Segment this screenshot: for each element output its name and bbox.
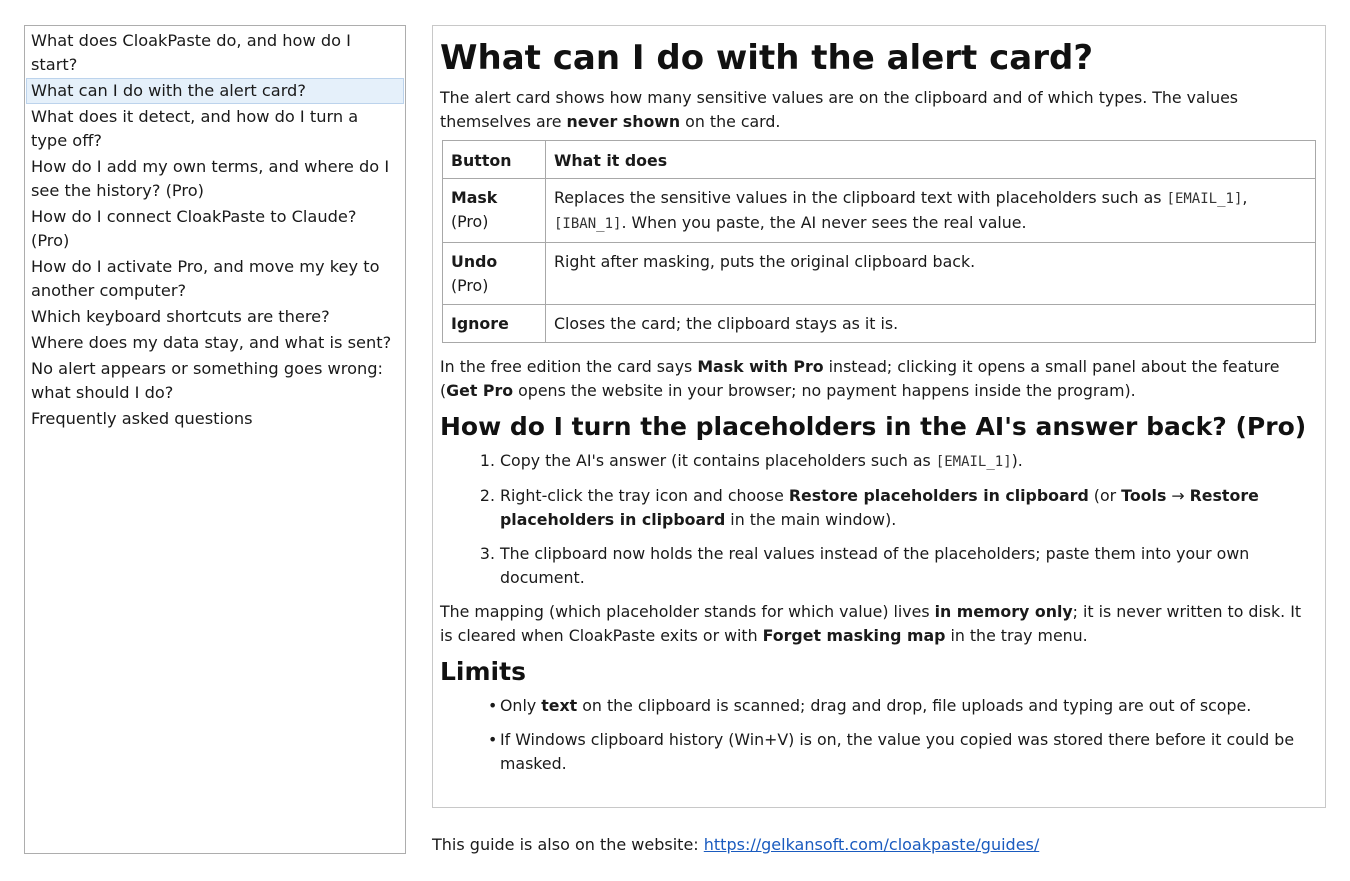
bullet-icon: • <box>488 696 498 715</box>
section-heading-limits: Limits <box>440 657 526 686</box>
restore-steps-list <box>440 449 1317 590</box>
topic-troubleshooting[interactable]: No alert appears or something goes wrong: what should I do? <box>31 359 383 402</box>
topic-alert-card[interactable]: What can I do with the alert card? <box>26 78 404 104</box>
guide-content-panel[interactable] <box>432 25 1326 808</box>
header-what-it-does: What it does <box>546 141 1316 179</box>
button-cell-undo: Undo (Pro) <box>443 243 546 305</box>
website-footer <box>432 833 1039 857</box>
header-button: Button <box>443 141 546 179</box>
topic-data-privacy[interactable]: Where does my data stay, and what is sent? <box>31 333 392 352</box>
list-item: 3. The clipboard now holds the real values instead of the placeholders; paste them into your own document. <box>500 542 1317 590</box>
table-row <box>443 305 1316 343</box>
footer-text: This guide is also on the website: <box>432 835 704 854</box>
bullet-icon: • <box>488 730 498 749</box>
topic-connect-claude[interactable]: How do I connect CloakPaste to Claude? (Pro) <box>31 207 357 250</box>
table-row <box>443 179 1316 243</box>
topic-keyboard-shortcuts[interactable]: Which keyboard shortcuts are there? <box>31 307 330 326</box>
mapping-paragraph: The mapping (which placeholder stands for which value) lives in memory only; it is never written to disk. It is cleared when CloakPaste exits or with Forget masking map in the tray menu. <box>440 602 1302 645</box>
list-item: 2. Right-click the tray icon and choose Restore placeholders in clipboard (or Tools → Restore placeholders in clipboard in the main window). <box>500 484 1317 532</box>
topic-list[interactable] <box>24 25 406 854</box>
desc-cell-mask: Replaces the sensitive values in the clipboard text with placeholders such as [EMAIL_1], [IBAN_1]. When you paste, the AI never sees the real value. <box>546 179 1316 243</box>
topic-faq[interactable]: Frequently asked questions <box>31 409 253 428</box>
limits-list <box>440 694 1317 776</box>
free-edition-paragraph: In the free edition the card says Mask with Pro instead; clicking it opens a small panel about the feature (Get Pro opens the website in your browser; no payment happens inside the program). <box>440 357 1280 400</box>
table-header-row <box>443 141 1316 179</box>
buttons-table <box>442 140 1316 343</box>
list-item: 1. Copy the AI's answer (it contains placeholders such as [EMAIL_1]). <box>500 449 1317 474</box>
topic-own-terms-history[interactable]: How do I add my own terms, and where do I see the history? (Pro) <box>31 157 390 200</box>
section-heading-restore: How do I turn the placeholders in the AI's answer back? (Pro) <box>440 412 1307 441</box>
desc-cell-undo: Right after masking, puts the original clipboard back. <box>546 243 1316 305</box>
list-item: • If Windows clipboard history (Win+V) is on, the value you copied was stored there before it could be masked. <box>488 730 1295 773</box>
button-cell-mask: Mask (Pro) <box>443 179 546 243</box>
page-title: What can I do with the alert card? <box>440 38 1094 78</box>
intro-paragraph: The alert card shows how many sensitive values are on the clipboard and of which types. The values themselves are never shown on the card. <box>440 88 1239 131</box>
list-item: • Only text on the clipboard is scanned; drag and drop, file uploads and typing are out of scope. <box>488 694 1317 718</box>
topic-activate-pro[interactable]: How do I activate Pro, and move my key to another computer? <box>31 257 380 300</box>
topic-detection[interactable]: What does it detect, and how do I turn a type off? <box>31 107 359 150</box>
topic-getting-started[interactable]: What does CloakPaste do, and how do I start? <box>31 31 351 74</box>
table-row <box>443 243 1316 305</box>
guides-website-link[interactable]: https://gelkansoft.com/cloakpaste/guides/ <box>703 835 1040 854</box>
button-cell-ignore: Ignore <box>443 305 546 343</box>
desc-cell-ignore: Closes the card; the clipboard stays as it is. <box>546 305 1316 343</box>
